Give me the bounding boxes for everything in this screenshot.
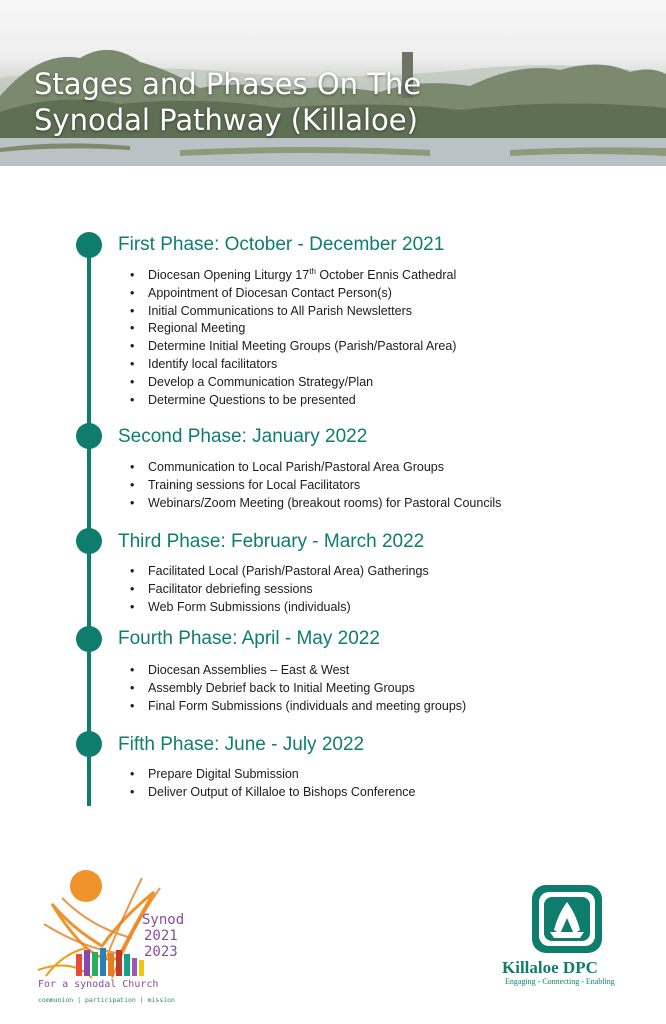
page-title: [34, 66, 594, 138]
phase-4-marker: [76, 626, 102, 652]
phase-5-title: Fifth Phase: June - July 2022: [118, 734, 365, 755]
phase-1-marker: [76, 232, 102, 258]
page-title-line1: Stages and Phases On The: [34, 67, 422, 101]
list-item: • Final Form Submissions (individuals and meeting groups): [130, 698, 466, 716]
phase-2-marker: [76, 423, 102, 449]
list-item: • Facilitator debriefing sessions: [130, 581, 429, 599]
header-banner: [0, 0, 666, 166]
list-item: • Prepare Digital Submission: [130, 766, 416, 784]
list-item: • Communication to Local Parish/Pastoral Area Groups: [130, 459, 501, 477]
list-item: • Develop a Communication Strategy/Plan: [130, 374, 456, 392]
page-title-line2: Synodal Pathway (Killaloe): [34, 103, 418, 137]
dpc-tagline: Engaging - Connecting - Enabling: [505, 977, 615, 986]
list-item: • Training sessions for Local Facilitators: [130, 477, 501, 495]
list-item: • Assembly Debrief back to Initial Meeting Groups: [130, 680, 466, 698]
list-item: • Determine Initial Meeting Groups (Parish/Pastoral Area): [130, 338, 456, 356]
list-item: • Diocesan Opening Liturgy 17th October Ennis Cathedral: [130, 267, 456, 285]
list-item: • Facilitated Local (Parish/Pastoral Area) Gatherings: [130, 563, 429, 581]
synod-tagline: For a synodal Church: [38, 979, 159, 990]
phase-2-list: [130, 459, 501, 512]
synod-year-start: 2021: [144, 928, 178, 944]
phase-1-list: [130, 267, 456, 409]
phase-3-marker: [76, 528, 102, 554]
list-item: • Initial Communications to All Parish Newsletters: [130, 303, 456, 321]
list-item: • Web Form Submissions (individuals): [130, 599, 429, 617]
list-item: • Appointment of Diocesan Contact Person(s): [130, 285, 456, 303]
timeline-line: [87, 240, 91, 806]
phase-3-title: Third Phase: February - March 2022: [118, 531, 425, 552]
synod-subtagline: communion | participation | mission: [38, 996, 175, 1004]
phase-5-list: [130, 766, 416, 802]
synod-word: Synod: [142, 912, 185, 928]
list-item: • Determine Questions to be presented: [130, 392, 456, 410]
phase-5-marker: [76, 731, 102, 757]
list-item: • Webinars/Zoom Meeting (breakout rooms) for Pastoral Councils: [130, 495, 501, 513]
phase-2-title: Second Phase: January 2022: [118, 426, 368, 447]
phase-4-list: [130, 662, 466, 715]
list-item: • Regional Meeting: [130, 320, 456, 338]
synod-year-end: 2023: [144, 944, 178, 960]
list-item: • Diocesan Assemblies – East & West: [130, 662, 466, 680]
list-item: • Deliver Output of Killaloe to Bishops Conference: [130, 784, 416, 802]
dpc-name: Killaloe DPC: [502, 958, 598, 977]
phase-4-title: Fourth Phase: April - May 2022: [118, 628, 380, 649]
praying-hands-icon: [498, 880, 638, 960]
list-item: • Identify local facilitators: [130, 356, 456, 374]
phase-1-title: First Phase: October - December 2021: [118, 234, 445, 255]
phase-3-list: [130, 563, 429, 616]
synod-logo: [32, 858, 222, 1013]
